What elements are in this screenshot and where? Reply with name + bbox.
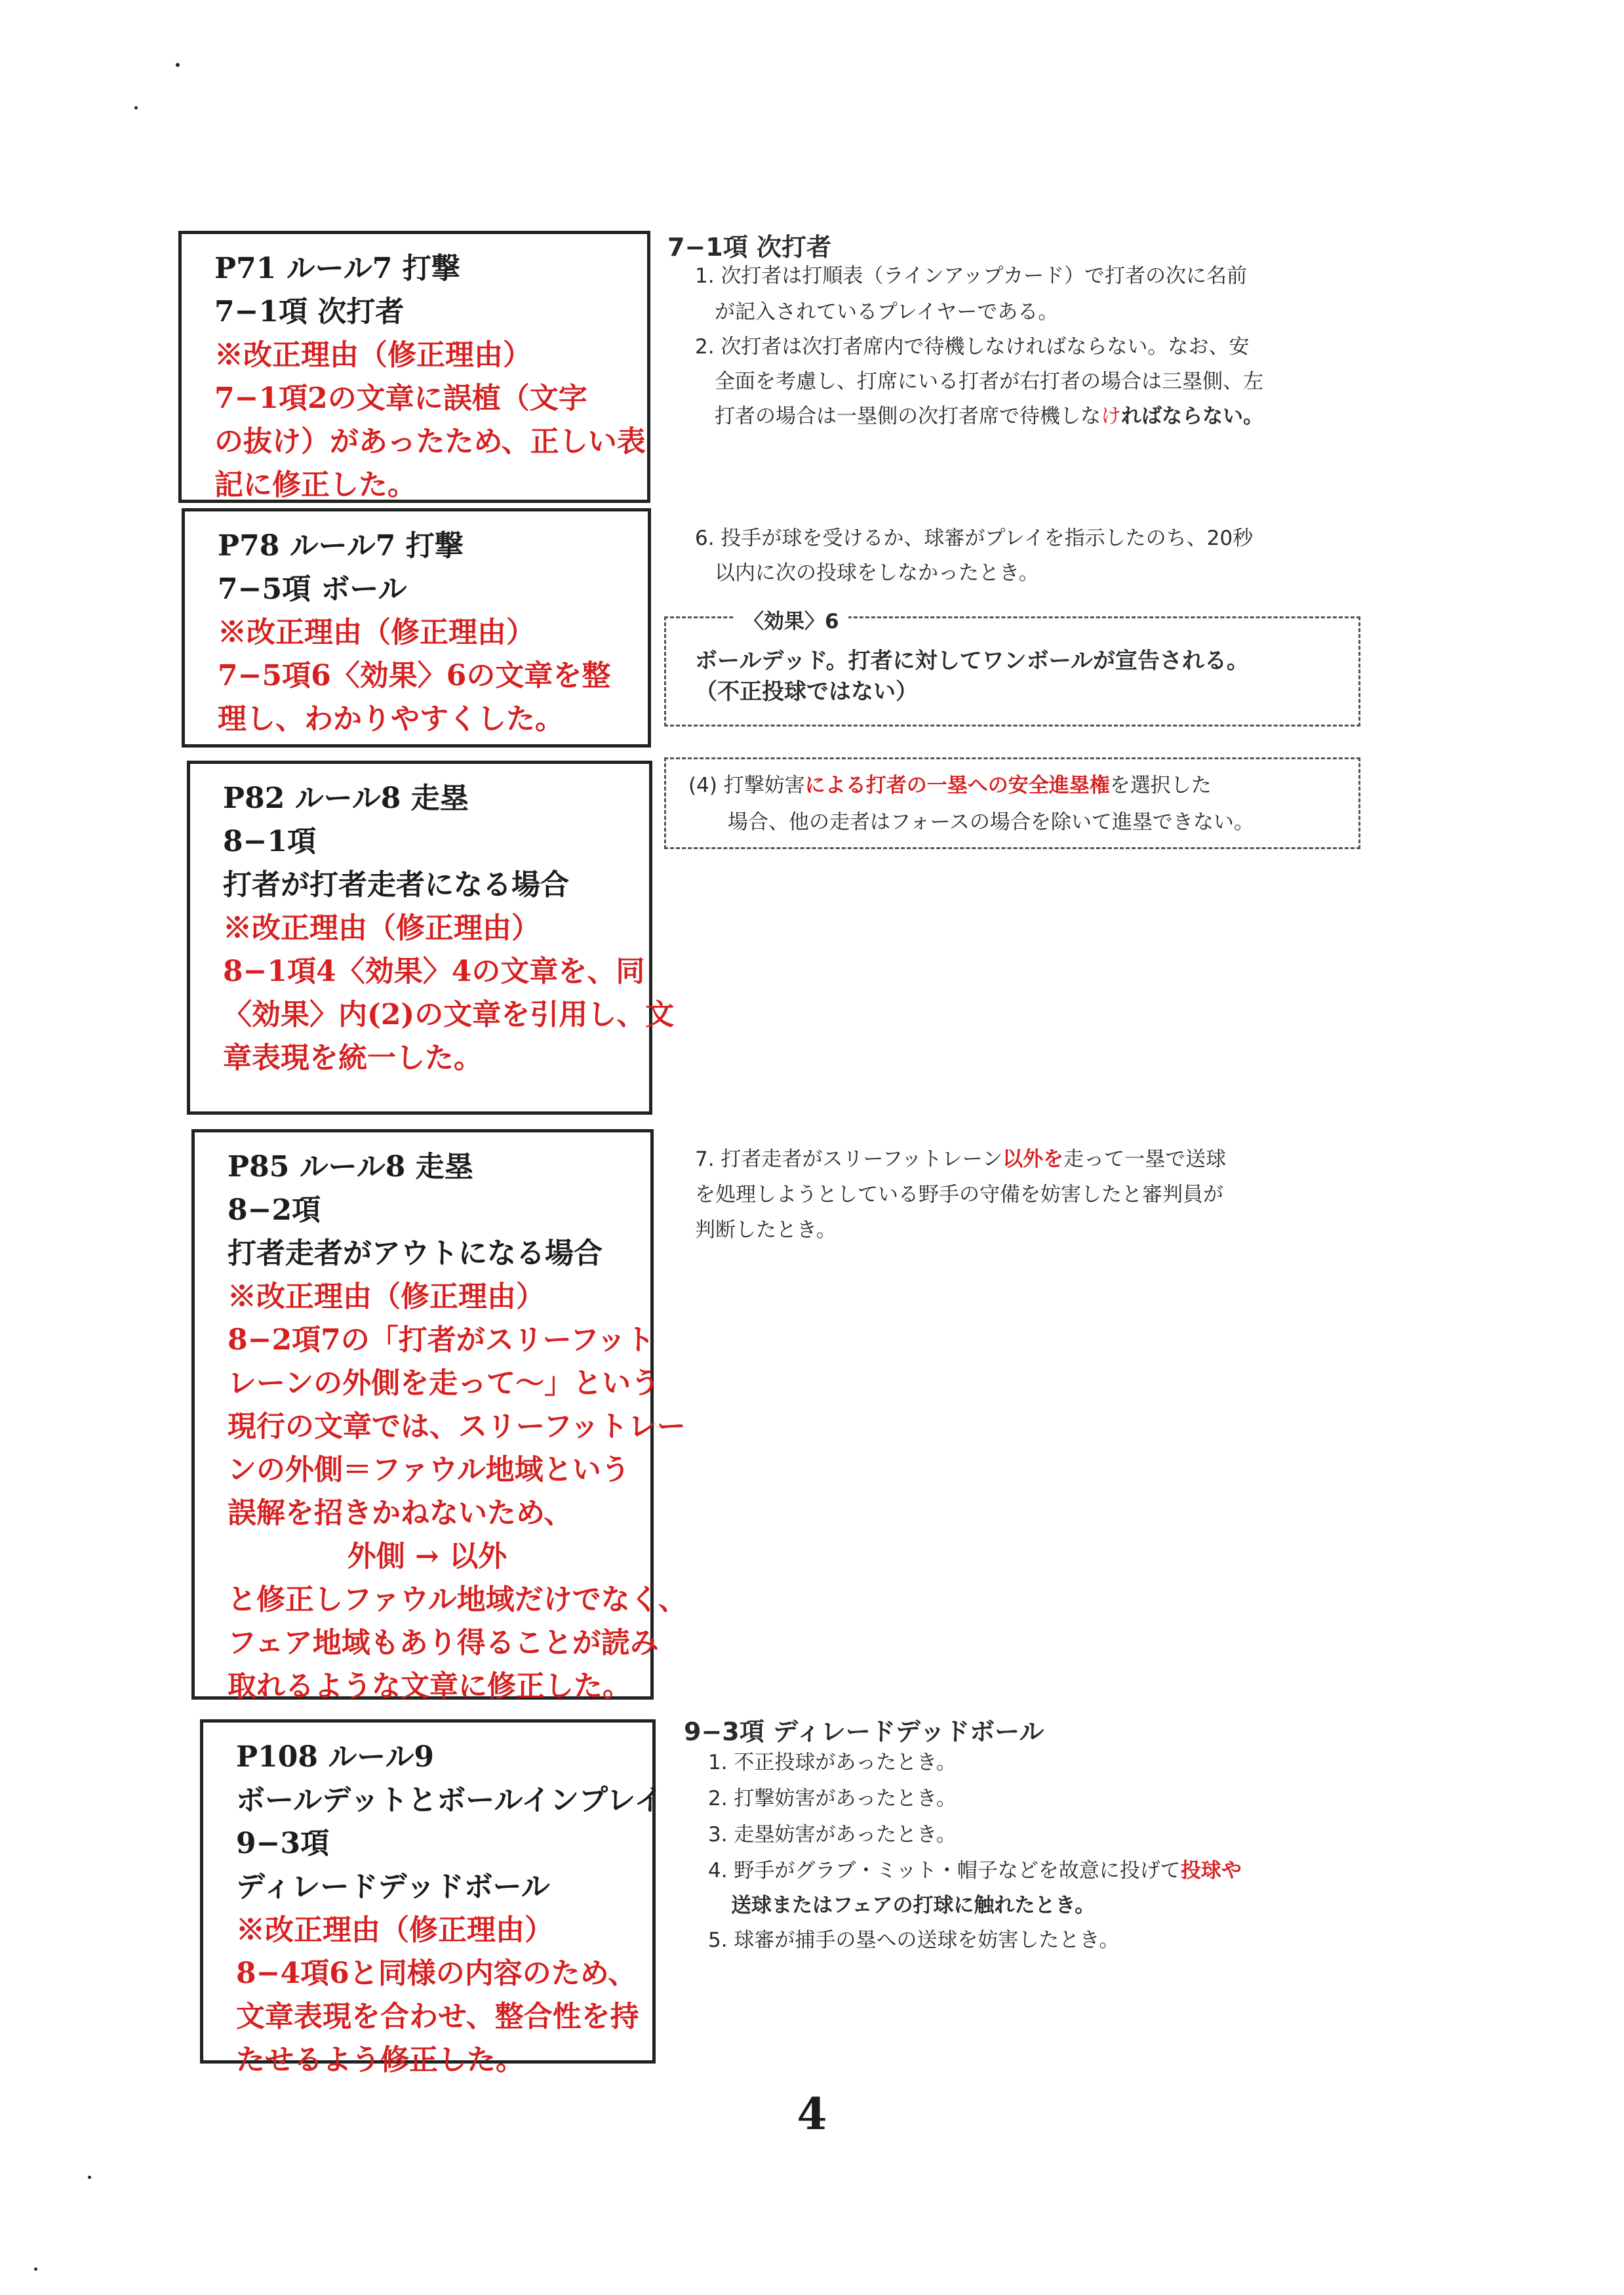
revision-heading-line: 8−1項 (223, 825, 317, 858)
text-7-1-item2c-highlight: け (1101, 405, 1121, 428)
text-9-3-item5: 5. 球審が捕手の塁への送球を妨害したとき。 (708, 1928, 1120, 1952)
scan-speck (176, 63, 180, 67)
text-9-3-item4a-highlight: 投球や (1180, 1859, 1242, 1883)
revision-reason-line: 文章表現を合わせ、整合性を持 (236, 2000, 639, 2033)
text-8-2-line3: 判断したとき。 (695, 1218, 837, 1242)
revision-heading-line: P85 ルール8 走塁 (228, 1150, 473, 1184)
revision-box-p82 (187, 761, 675, 1115)
revision-reason-line: 章表現を統一した。 (223, 1041, 483, 1075)
revision-box-p71 (178, 231, 650, 503)
revision-reason-line: と修正しファウル地域だけでなく、 (228, 1583, 687, 1616)
effect-red-line1: ボールデッド。打者に対してワンボールが宣告される。 (695, 648, 1249, 674)
page-number: 4 (797, 2088, 827, 2140)
revision-reason-line: 記に修正した。 (214, 468, 416, 502)
text-8-1-line1 (688, 768, 1212, 798)
revision-reason-line: ※改正理由（修正理由） (236, 1913, 553, 1947)
text-7-5-item6b: 以内に次の投球をしなかったとき。 (715, 561, 1039, 585)
text-9-3-item3: 3. 走塁妨害があったとき。 (708, 1823, 957, 1846)
text-8-2-line1-part1: 7. 打者走者がスリーフットレーン (695, 1148, 1003, 1171)
revision-reason-line: ※改正理由（修正理由） (223, 911, 540, 945)
revision-box-p78 (182, 508, 651, 748)
text-7-1-item2c-part1: 打者の場合は一塁側の次打者席で待機しな (715, 405, 1101, 428)
revision-reason-line: フェア地域もあり得ることが読み (228, 1626, 659, 1660)
revision-heading-line: ディレードデッドボール (236, 1870, 550, 1904)
revision-box-p108 (200, 1719, 663, 2077)
text-8-2-line2: を処理しようとしている野手の守備を妨害したと審判員が (695, 1183, 1223, 1207)
revision-reason-line: たせるよう修正した。 (236, 2043, 525, 2077)
revision-reason-line: 理し、わかりやすくした。 (218, 702, 564, 736)
revision-heading-line: P108 ルール9 (236, 1740, 434, 1774)
revision-reason-line: 外側 → 以外 (347, 1540, 507, 1573)
revision-reason-line: の抜け）があったため、正しい表 (214, 425, 646, 458)
text-8-1-line1-part1: (4) 打撃妨害 (688, 774, 805, 797)
scan-speck (88, 2176, 91, 2179)
text-7-1-item1a: 1. 次打者は打順表（ラインアップカード）で打者の次に名前 (695, 264, 1248, 288)
revision-heading-line: 9−3項 (236, 1827, 330, 1860)
revision-reason-line: 誤解を招きかねないため、 (228, 1496, 573, 1530)
section-heading-9-3: 9−3項 ディレードデッドボール (684, 1717, 1044, 1746)
revision-box-p85 (191, 1129, 687, 1703)
text-7-1-item2a: 2. 次打者は次打者席内で待機しなければならない。なお、安 (695, 335, 1250, 359)
revision-heading-line: 7−1項 次打者 (214, 295, 405, 329)
revision-reason-line: ンの外側＝ファウル地域という (228, 1453, 630, 1487)
section-heading-7-1: 7−1項 次打者 (667, 233, 831, 262)
revision-heading-line: ボールデットとボールインプレイ (236, 1784, 663, 1817)
text-7-1-item2c (715, 399, 1263, 429)
text-7-5-item6a: 6. 投手が球を受けるか、球審がプレイを指示したのち、20秒 (695, 527, 1254, 550)
text-8-1-line1-part3: を選択した (1109, 774, 1212, 797)
text-9-3-item4a-part1: 4. 野手がグラブ・ミット・帽子などを故意に投げて (708, 1859, 1181, 1883)
revision-reason-line: 現行の文章では、スリーフットレー (228, 1410, 686, 1443)
text-8-2-line1 (695, 1142, 1226, 1172)
text-7-1-item2c-part3: ればならない。 (1121, 405, 1263, 428)
scan-speck (34, 2267, 37, 2271)
effect-red-line2: （不正投球ではない） (695, 679, 918, 705)
revision-reason-line: 〈効果〉内(2)の文章を引用し、文 (223, 998, 675, 1031)
revision-reason-line: ※改正理由（修正理由） (214, 338, 532, 372)
revision-reason-line: 7−5項6〈効果〉6の文章を整 (218, 659, 611, 692)
revision-reason-line: ※改正理由（修正理由） (228, 1280, 545, 1313)
text-8-2-line1-part3: 走って一塁で送球 (1063, 1148, 1227, 1171)
revision-heading-line: 7−5項 ボール (218, 572, 407, 606)
text-7-1-item1b: が記入されているプレイヤーである。 (715, 300, 1059, 324)
revision-reason-line: 取れるような文章に修正した。 (228, 1669, 631, 1703)
text-8-1-line2: 場合、他の走者はフォースの場合を除いて進塁できない。 (728, 810, 1254, 834)
revision-reason-line: 8−2項7の「打者がスリーフット (228, 1323, 655, 1357)
text-9-3-item2: 2. 打撃妨害があったとき。 (708, 1787, 957, 1810)
revision-reason-line: 8−4項6と同様の内容のため、 (236, 1957, 637, 1990)
scan-speck (134, 106, 138, 110)
text-9-3-item4b: 送球またはフェアの打球に触れたとき。 (731, 1894, 1096, 1917)
revision-heading-line: 8−2項 (228, 1193, 321, 1227)
effect-legend: 〈効果〉6 (734, 605, 848, 634)
revision-reason-line: 7−1項2の文章に誤植（文字 (214, 382, 587, 415)
text-7-1-item2b: 全面を考慮し、打席にいる打者が右打者の場合は三塁側、左 (715, 370, 1263, 393)
text-9-3-item1: 1. 不正投球があったとき。 (708, 1751, 957, 1774)
revision-heading-line: P71 ルール7 打撃 (214, 252, 460, 285)
revision-heading-line: 打者が打者走者になる場合 (223, 868, 569, 902)
revision-reason-line: ※改正理由（修正理由） (218, 616, 535, 649)
text-9-3-item4a (708, 1854, 1242, 1883)
revision-heading-line: 打者走者がアウトになる場合 (228, 1237, 603, 1270)
text-8-1-line1-highlight: による打者の一塁への安全進塁権 (804, 774, 1110, 797)
text-8-2-line1-highlight: 以外を (1002, 1148, 1064, 1171)
revision-heading-line: P78 ルール7 打撃 (218, 529, 464, 563)
revision-reason-line: レーンの外側を走って〜」という (228, 1367, 660, 1400)
revision-reason-line: 8−1項4〈効果〉4の文章を、同 (223, 955, 645, 988)
revision-heading-line: P82 ルール8 走塁 (223, 782, 469, 815)
